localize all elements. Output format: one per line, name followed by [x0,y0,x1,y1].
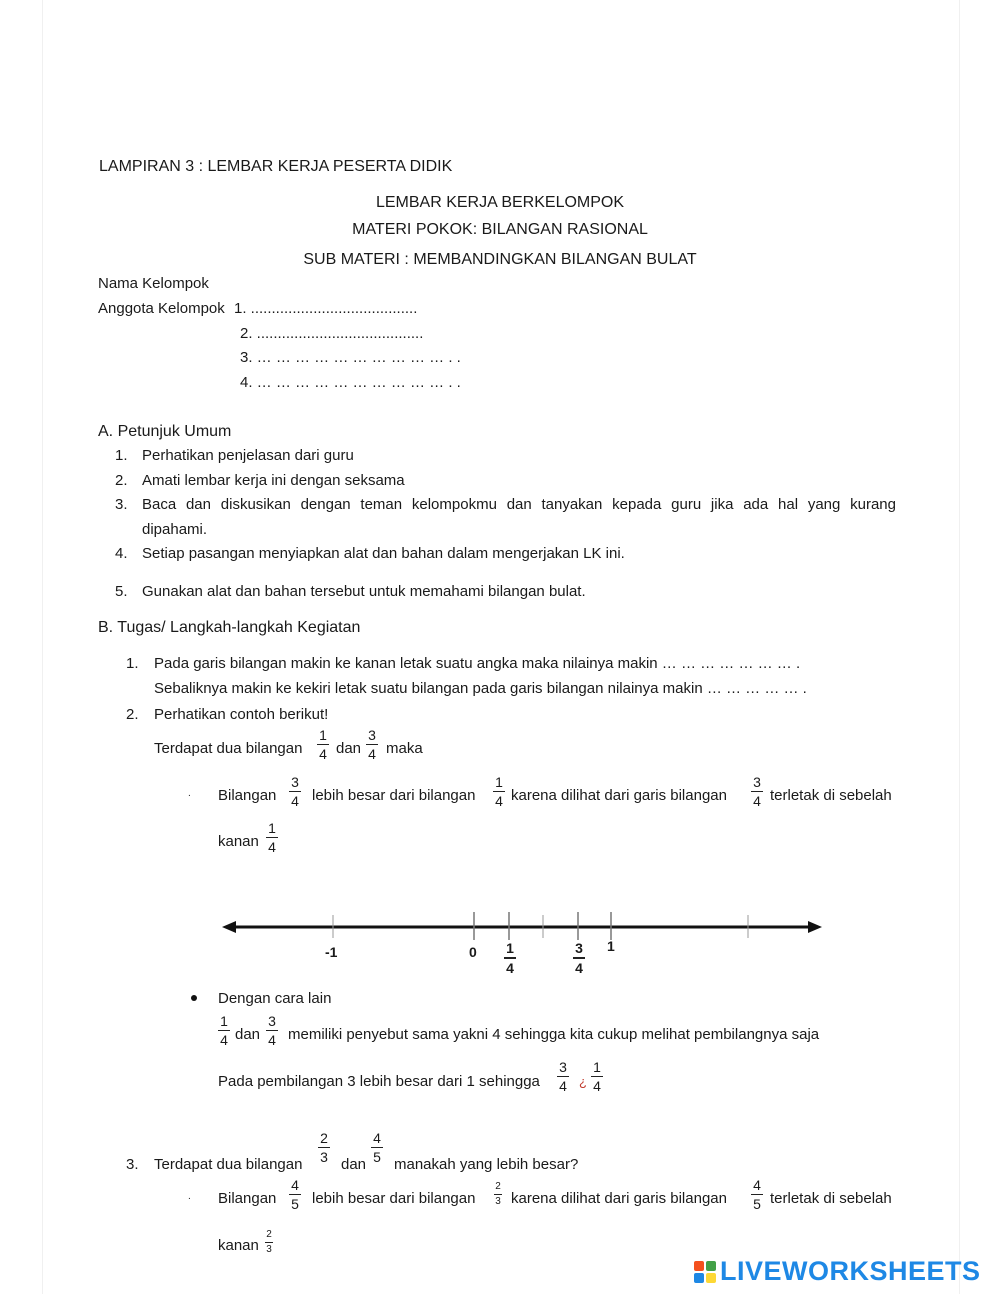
list-number: 2. [115,472,128,489]
task-1-line-1[interactable]: Pada garis bilangan makin ke kanan letak suatu angka maka nilainya makin … … … … … … … . [154,655,801,672]
task-1-line-2[interactable]: Sebaliknya makin ke kekiri letak suatu bilangan pada garis bilangan nilainya makin … … … … … . [154,680,807,697]
group-members-label: Anggota Kelompok [98,300,225,317]
arrow-left-icon [222,921,236,933]
bullet1-text-c: karena dilihat dari garis bilangan [511,787,727,804]
list-item: Perhatikan penjelasan dari guru [142,447,354,464]
list-item-continuation: dipahami. [142,521,208,538]
bullet3-text-b: lebih besar dari bilangan [312,1190,476,1207]
list-number: 3. [115,496,128,513]
list-number: 5. [115,583,128,600]
liveworksheets-logo[interactable] [694,1256,981,1287]
fraction-one-quarter: 1 4 [266,820,278,855]
fraction-one-quarter: 1 4 [591,1059,603,1094]
list-number: 1. [126,655,139,672]
fraction-three-quarters: 3 4 [266,1013,278,1048]
tick-label-one: 1 [607,938,615,954]
arrow-right-icon [808,921,822,933]
alt-conclusion: Pada pembilangan 3 lebih besar dari 1 sehingga [218,1073,540,1090]
section-a-heading: A. Petunjuk Umum [98,423,232,440]
bullet3-text-c: karena dilihat dari garis bilangan [511,1190,727,1207]
fraction-four-fifths: 4 5 [371,1130,383,1165]
bullet1-text-b: lebih besar dari bilangan [312,787,476,804]
example-dan: dan [336,740,362,757]
fraction-one-quarter: 1 4 [218,1013,230,1048]
comparison-symbol[interactable]: ¿ [579,1074,587,1089]
small-dot: . [188,1191,191,1202]
member-line-1[interactable]: 1. ........................................ [234,300,418,317]
logo-tile [706,1261,716,1271]
tick-label-neg1: -1 [325,944,338,960]
bullet-icon [191,995,197,1001]
alt-method-heading: Dengan cara lain [218,990,332,1007]
example-prefix: Terdapat dua bilangan [154,740,303,757]
fraction-three-quarters: 3 4 [557,1059,569,1094]
bullet1-text-a: Bilangan [218,787,277,804]
section-b-heading: B. Tugas/ Langkah-langkah Kegiatan [98,619,361,636]
task-2-text: Perhatikan contoh berikut! [154,706,329,723]
fraction-three-quarters: 3 4 [751,774,763,809]
fraction-three-quarters: 3 4 [289,774,301,809]
task-3-question: manakah yang lebih besar? [394,1156,579,1173]
number-line [0,890,1000,990]
tick-label-one-quarter: 1 4 [504,940,516,976]
fraction-two-thirds: 2 3 [266,1229,272,1255]
group-name-label: Nama Kelompok [98,275,209,292]
list-item: Setiap pasangan menyiapkan alat dan bahan dalam mengerjakan LK ini. [142,545,625,562]
fraction-two-thirds: 2 3 [495,1181,501,1207]
task-3-dan: dan [341,1156,367,1173]
task-3-prefix: Terdapat dua bilangan [154,1156,303,1173]
alt-dan: dan [235,1026,261,1043]
list-item: Amati lembar kerja ini dengan seksama [142,472,405,489]
fraction-four-fifths: 4 5 [289,1177,301,1212]
logo-tile [694,1273,704,1283]
list-number: 3. [126,1156,139,1173]
bullet1-kanan: kanan [218,833,259,850]
tick-label-three-quarters: 3 4 [573,940,585,976]
member-line-2[interactable]: 2. ........................................ [240,325,424,342]
logo-tile [706,1273,716,1283]
liveworksheets-logo-icon [694,1261,716,1283]
bullet3-kanan: kanan [218,1237,259,1254]
bullet1-text-d: terletak di sebelah [770,787,892,804]
bullet3-text-d: terletak di sebelah [770,1190,892,1207]
fraction-two-thirds: 2 3 [318,1130,330,1165]
lampiran-heading: LAMPIRAN 3 : LEMBAR KERJA PESERTA DIDIK [99,158,453,175]
brand-name: LIVEWORKSHEETS [720,1256,981,1286]
fraction-four-fifths: 4 5 [751,1177,763,1212]
list-item: Gunakan alat dan bahan tersebut untuk memahami bilangan bulat. [142,583,586,600]
member-line-4[interactable]: 4. … … … … … … … … … … . . [240,374,461,391]
worksheet-subtopic: SUB MATERI : MEMBANDINGKAN BILANGAN BULAT [303,251,697,268]
list-number: 2. [126,706,139,723]
tick-label-zero: 0 [469,944,477,960]
fraction-one-quarter: 1 4 [317,727,329,762]
list-number: 4. [115,545,128,562]
alt-explanation: memiliki penyebut sama yakni 4 sehingga kita cukup melihat pembilangnya saja [288,1026,820,1043]
fraction-three-quarters: 3 4 [366,727,378,762]
fraction-one-quarter: 1 4 [493,774,505,809]
list-number: 1. [115,447,128,464]
worksheet-title: LEMBAR KERJA BERKELOMPOK [375,194,625,211]
worksheet-subject: MATERI POKOK: BILANGAN RASIONAL [352,221,648,238]
member-line-3[interactable]: 3. … … … … … … … … … … . . [240,349,461,366]
small-dot: . [188,788,191,799]
logo-tile [694,1261,704,1271]
bullet3-text-a: Bilangan [218,1190,277,1207]
example-maka: maka [386,740,423,757]
list-item: Baca dan diskusikan dengan teman kelompokmu dan tanyakan kepada guru jika ada hal yang kurang [142,496,896,513]
